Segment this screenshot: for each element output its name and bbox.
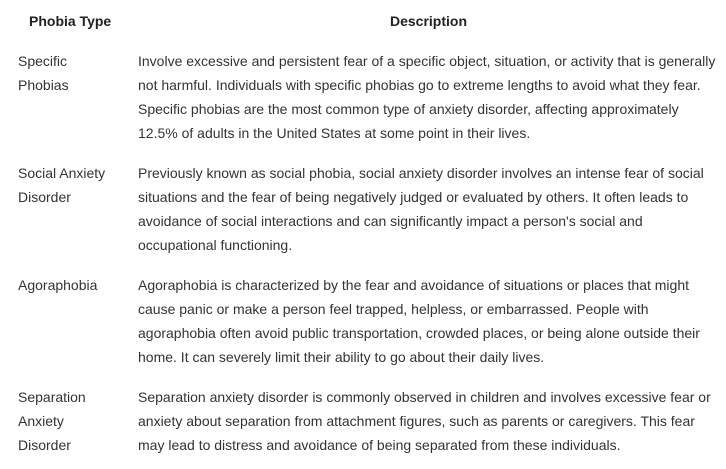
description-cell: Agoraphobia is characterized by the fear and avoidance of situations or places that might cause panic or make a person feel trapped, helpless, or embarrassed. People with agoraphobia often avoid public transportation, crowded places, or being alone outside their home. It can severely limit their ability to go about their daily lives. [138,277,700,365]
header-phobia-type: Phobia Type [29,13,112,29]
description-cell: Involve excessive and persistent fear of a specific object, situation, or activity that is generally not harmful. Individuals with specific phobias go to extreme lengths to avoid what they fear. Specific phobias are the most common type of anxiety disorder, affecting approximately 12.5% of adults in the United States at some point in their lives. [138,53,716,141]
description-cell: Separation anxiety disorder is commonly observed in children and involves excessive fear or anxiety about separation from attachment figures, such as parents or caregivers. This fear may lead to distress and avoidance of being separated from these individuals. [138,389,711,453]
phobia-type-cell: Agoraphobia [18,277,98,293]
phobia-type-cell: Separation Anxiety Disorder [18,389,86,453]
phobia-type-cell: Social Anxiety Disorder [18,165,106,205]
phobia-type-cell: Specific Phobias [18,53,69,93]
description-cell: Previously known as social phobia, social anxiety disorder involves an intense fear of social situations and the fear of being negatively judged or evaluated by others. It often leads to avoidance of social interactions and can significantly impact a person's social and occupational functioning. [138,165,704,253]
header-description: Description [390,13,468,29]
table-header-row [0,0,726,40]
